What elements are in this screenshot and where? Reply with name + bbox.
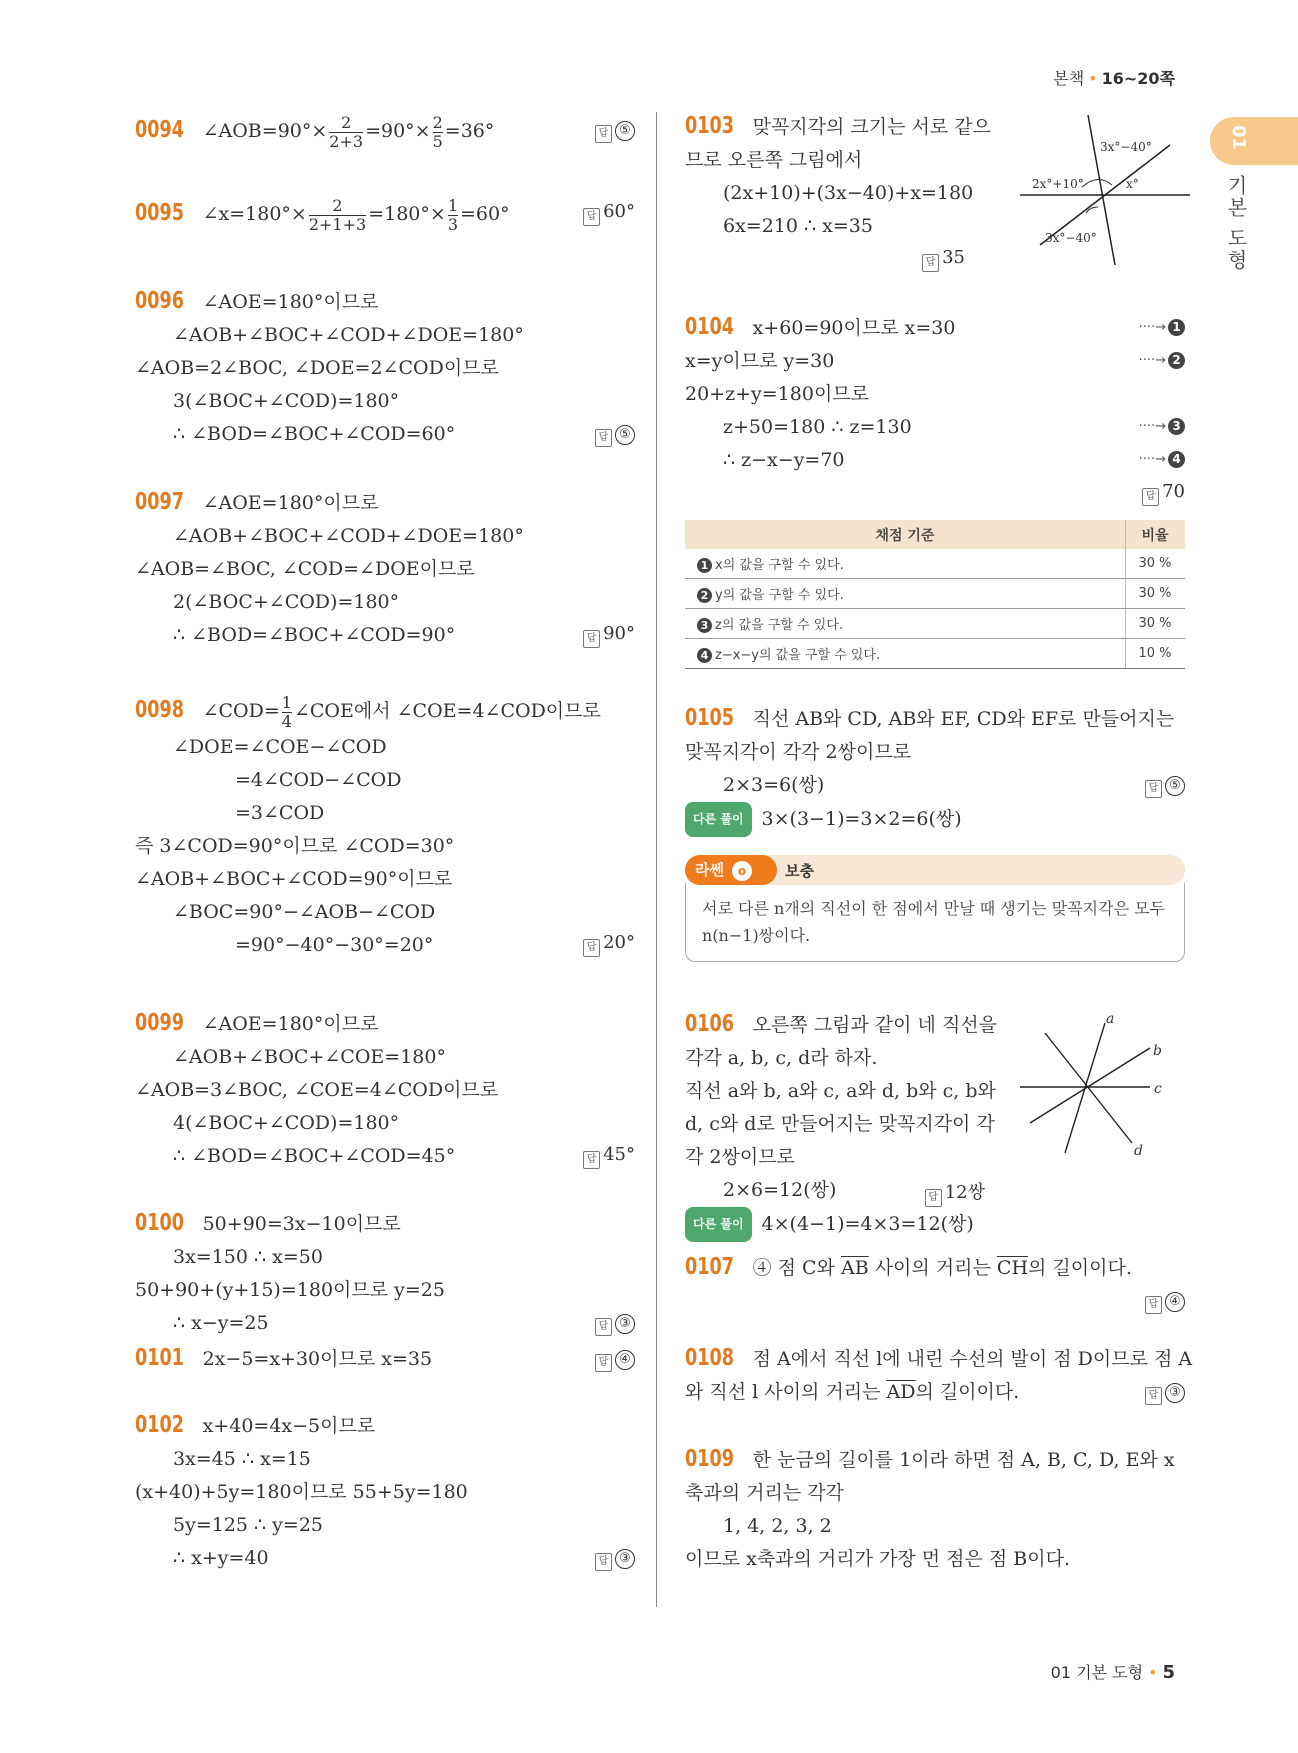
line: 오른쪽 그림과 같이 네 직선을 [752,1014,998,1036]
line: 3x=150 ∴ x=50 [173,1246,323,1268]
answer-value: 90° [603,623,635,644]
answer [583,932,635,957]
line: 사이의 거리는 [868,1257,997,1279]
problem-0106 [685,1008,1185,1242]
chapter-tab[interactable] [1210,117,1298,165]
alt-solution-badge: 다른 풀이 [685,802,752,837]
line: ∠AOB=∠BOC, ∠COD=∠DOE이므로 [135,558,475,580]
criteria-header: 채점 기준 [685,520,1126,549]
line: 점 A에서 직선 l에 내린 수선의 발이 점 D이므로 점 A [752,1348,1193,1370]
problem-0095 [135,193,635,234]
problem-number: 0101 [135,1345,184,1371]
problem-0103 [685,110,1185,268]
answer-icon: 답 [595,429,612,447]
line-label-b: b [1153,1043,1162,1059]
problem-number: 0104 [685,314,734,340]
answer-icon: 답 [595,1318,612,1336]
step-marker: ····→ 4 [1139,451,1185,468]
answer-icon: 답 [583,1151,600,1169]
footer-chapter: 01 기본 도형 [1050,1663,1144,1682]
answer-icon: 답 [595,1354,612,1372]
line: 50+90+(y+15)=180이므로 y=25 [135,1279,445,1301]
line: 2(∠BOC+∠COD)=180° [173,591,400,613]
table-row: 2 y의 값을 구할 수 있다. 30 % [685,579,1185,609]
line: 1, 4, 2, 3, 2 [723,1515,832,1537]
table-row: 1 x의 값을 구할 수 있다. 30 % [685,549,1185,579]
answer [583,201,635,226]
line-b [1030,1048,1150,1123]
line: d, c와 d로 만들어지는 맞꼭지각이 각 [685,1113,995,1135]
line: 와 직선 l 사이의 거리는 [685,1381,887,1403]
page-footer: 01 기본 도형 • 5 [1050,1662,1175,1683]
problem-0100 [135,1207,635,1340]
line: ∴ ∠BOD=∠BOC+∠COD=45° [173,1145,456,1167]
answer-icon: 답 [583,208,600,226]
answer [595,118,635,143]
ratio-header: 비율 [1126,520,1186,549]
answer-value: ③ [1165,1383,1185,1403]
problem-0099 [135,1007,635,1173]
line: ∴ ∠BOD=∠BOC+∠COD=90° [173,624,456,646]
expr: =90°× [365,120,431,142]
line: =4∠COD−∠COD [235,769,402,791]
answer-value: ⑤ [1165,776,1185,796]
answer-icon: 답 [1145,780,1162,798]
column-divider [656,112,657,1607]
line: 6x=210 ∴ x=35 [723,215,873,237]
line: 3x=45 ∴ x=15 [173,1448,311,1470]
line: ∠AOB=3∠BOC, ∠COE=4∠COD이므로 [135,1079,499,1101]
answer-icon: 답 [595,125,612,143]
expr: ∠x=180°× [202,203,307,225]
page-number: 5 [1162,1662,1175,1683]
line: ∠AOE=180°이므로 [202,291,379,313]
line: 축과의 거리는 각각 [685,1482,844,1504]
line: ∴ x−y=25 [173,1312,269,1334]
answer-icon: 답 [595,1553,612,1571]
line: ∴ ∠BOD=∠BOC+∠COD=60° [173,423,456,445]
line: ∠AOE=180°이므로 [202,492,379,514]
problem-number: 0109 [685,1446,734,1472]
problem-number: 0095 [135,200,184,226]
line: =90°−40°−30°=20° [235,934,434,956]
answer-value: 60° [603,201,635,222]
expr: =60° [460,203,510,225]
header-pages: 16~20쪽 [1101,69,1175,88]
line: 50+90=3x−10이므로 [202,1213,401,1235]
line: 5y=125 ∴ y=25 [173,1514,324,1536]
answer-icon: 답 [1145,1296,1162,1314]
fraction: $\frac{2}{2+3}$ [329,112,364,151]
problem-number: 0102 [135,1412,184,1438]
problem-number: 0105 [685,705,734,731]
segment-ad: $\overline{AD}$ [886,1381,916,1403]
problem-0094 [135,110,635,151]
line: 각 2쌍이므로 [685,1146,795,1168]
angle-label: x° [1126,177,1139,191]
line-label-d: d [1134,1143,1143,1159]
four-lines-figure [1020,1013,1185,1163]
problem-number: 0100 [135,1210,184,1236]
answer-icon: 답 [583,630,600,648]
answer-value: ④ [615,1350,635,1370]
problem-0105 [685,702,1185,837]
problem-0109 [685,1443,1185,1576]
problem-number: 0103 [685,113,734,139]
answer-value: 45° [603,1144,635,1165]
step-marker: ····→ 3 [1139,418,1185,435]
line: 2×6=12(쌍) [723,1179,837,1201]
chapter-side-title: 기본 도형 [1224,175,1248,272]
problem-0107 [685,1251,1185,1310]
line: (x+40)+5y=180이므로 55+5y=180 [135,1481,468,1503]
answer-value: 70 [1162,481,1185,502]
line: 맞꼭지각의 크기는 서로 같으 [752,116,991,138]
line: ∠AOE=180°이므로 [202,1013,379,1035]
problem-number: 0097 [135,489,184,515]
line: 즉 3∠COD=90°이므로 ∠COD=30° [135,835,455,857]
step-marker: ····→ 2 [1139,352,1185,369]
angle-arc [1082,179,1112,187]
line-d [1045,1033,1132,1143]
supplement-title: 보충 [785,862,814,880]
expr: ∠COD= [202,700,280,722]
problem-0096 [135,285,635,451]
line-label-c: c [1154,1081,1162,1097]
answer-icon: 답 [1145,1387,1162,1405]
expr: ∠AOB=90°× [202,120,328,142]
problem-0101 [135,1342,635,1376]
supplement-box [685,855,1185,962]
problem-number: 0108 [685,1345,734,1371]
line: ∠AOB+∠BOC+∠COD=90°이므로 [135,868,453,890]
problem-0102 [135,1409,635,1575]
line: =3∠COD [235,802,325,824]
answer-value: 12쌍 [944,1182,985,1203]
answer [925,1178,985,1207]
alt-solution: 3×(3−1)=3×2=6(쌍) [761,808,962,830]
line: z+50=180 ∴ z=130 [723,416,912,438]
line: ∴ z−x−y=70 [723,449,845,471]
line: 2×3=6(쌍) [723,774,825,796]
answer [1142,481,1185,506]
line: 20+z+y=180이므로 [685,383,870,405]
line: 의 길이이다. [1028,1257,1132,1279]
answer [1145,773,1185,798]
answer [1145,1380,1185,1405]
problem-0108 [685,1342,1193,1409]
answer-value: ⑤ [615,121,635,141]
problem-number: 0107 [685,1254,734,1280]
answer [595,1347,635,1372]
segment-ch: $\overline{CH}$ [996,1257,1029,1279]
problem-number: 0094 [135,117,184,143]
vertical-angles-figure [1020,115,1190,265]
line: 직선 AB와 CD, AB와 EF, CD와 EF로 만들어지는 [752,708,1175,730]
answer-value: ⑤ [615,425,635,445]
line: 이므로 x축과의 거리가 가장 먼 점은 점 B이다. [685,1548,1071,1570]
line: ④ 점 C와 [752,1257,841,1279]
line: ∠AOB+∠BOC+∠COD+∠DOE=180° [173,525,524,547]
answer-value: ③ [615,1549,635,1569]
answer-icon: 답 [925,1189,942,1207]
supplement-label: 라쎈 o [685,855,777,885]
fraction: $\frac{2}{5}$ [432,112,443,151]
line: x+40=4x−5이므로 [202,1415,376,1437]
line: x+60=90이므로 x=30 [752,317,956,339]
line: ∠BOC=90°−∠AOB−∠COD [173,901,436,923]
angle-label: 2x°+10° [1032,177,1084,191]
table-row: 4 z−x−y의 값을 구할 수 있다. 10 % [685,639,1185,669]
line: 각각 a, b, c, d라 하자. [685,1047,878,1069]
expr: =180°× [368,203,446,225]
line-label-a: a [1106,1013,1115,1027]
answer [922,247,965,272]
expr: ∠COE에서 ∠COE=4∠COD이므로 [293,700,601,722]
line: ∠AOB+∠BOC+∠COE=180° [173,1046,446,1068]
expr: =36° [444,120,495,142]
alt-solution: 4×(4−1)=4×3=12(쌍) [761,1213,974,1235]
problem-number: 0096 [135,288,184,314]
answer-value: ④ [1165,1292,1185,1312]
line: 3(∠BOC+∠COD)=180° [173,390,400,412]
answer [1145,1289,1185,1314]
problem-0098 [135,690,635,962]
grading-criteria-table [685,520,1185,669]
answer-value: ③ [615,1314,635,1334]
problem-number: 0098 [135,697,184,723]
answer-icon: 답 [583,939,600,957]
line: 의 길이이다. [915,1381,1020,1403]
answer [595,1311,635,1336]
line: 4(∠BOC+∠COD)=180° [173,1112,400,1134]
line: (2x+10)+(3x−40)+x=180 [723,182,974,204]
problem-number: 0099 [135,1010,184,1036]
answer [583,623,635,648]
line: 맞꼭지각이 각각 2쌍이므로 [685,741,912,763]
line: 직선 a와 b, a와 c, a와 d, b와 c, b와 [685,1080,996,1102]
line: 므로 오른쪽 그림에서 [685,149,863,171]
answer-icon: 답 [922,254,939,272]
line: x=y이므로 y=30 [685,350,835,372]
problem-0097 [135,486,635,652]
line: ∠AOB=2∠BOC, ∠DOE=2∠COD이므로 [135,357,499,379]
problem-0104 [685,311,1185,502]
angle-label: 3x°−40° [1045,231,1097,245]
answer [595,422,635,447]
table-row: 3 z의 값을 구할 수 있다. 30 % [685,609,1185,639]
problem-number: 0106 [685,1011,734,1037]
answer [583,1144,635,1169]
alt-solution-badge: 다른 풀이 [685,1207,752,1242]
line: ∴ x+y=40 [173,1547,269,1569]
supplement-text: 서로 다른 n개의 직선이 한 점에서 만날 때 생기는 맞꼭지각은 모두 n(n−1)쌍이다. [685,883,1185,962]
fraction: $\frac{2}{2+1+3}$ [308,195,367,234]
segment-ab: $\overline{AB}$ [840,1257,869,1279]
page-header: 본책 • 16~20쪽 [1053,69,1175,88]
line: ∠DOE=∠COE−∠COD [173,736,387,758]
answer [595,1546,635,1571]
line: 2x−5=x+30이므로 x=35 [202,1348,433,1370]
line: ∠AOB+∠BOC+∠COD+∠DOE=180° [173,324,524,346]
answer-value: 35 [942,247,965,268]
line: 한 눈금의 길이를 1이라 하면 점 A, B, C, D, E와 x [752,1449,1175,1471]
angle-label: 3x°−40° [1100,140,1152,154]
fraction: $\frac{1}{4}$ [281,692,292,731]
answer-value: 20° [603,932,635,953]
answer-icon: 답 [1142,488,1159,506]
fraction: $\frac{1}{3}$ [447,195,458,234]
step-marker: ····→ 1 [1139,319,1185,336]
header-book: 본책 [1053,69,1085,88]
chapter-tab-number: 01 [1228,125,1249,151]
